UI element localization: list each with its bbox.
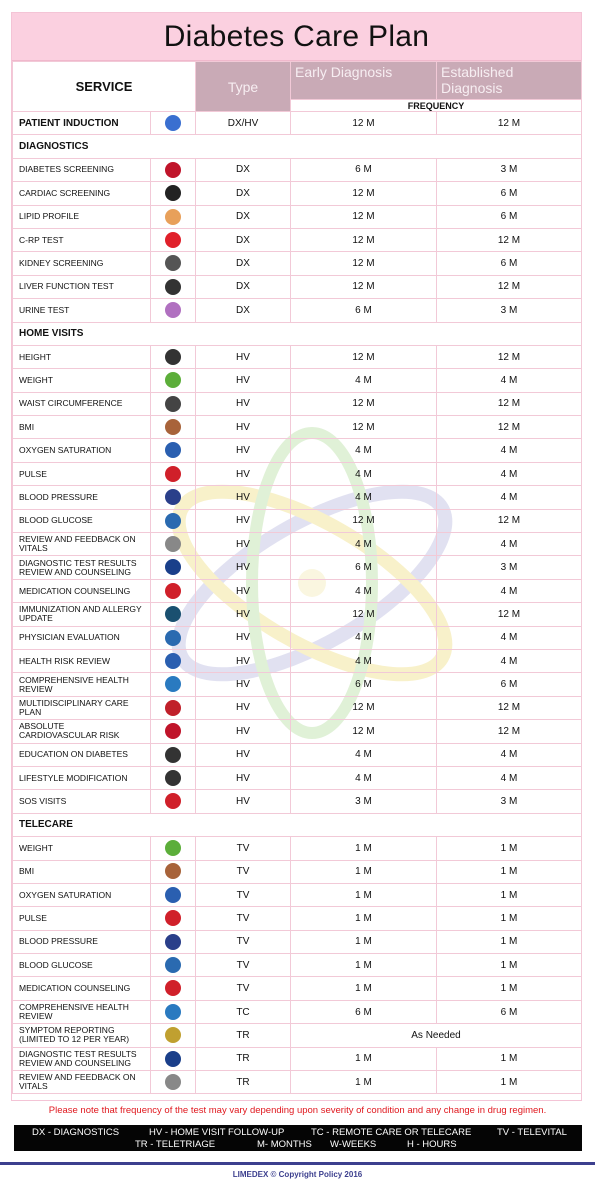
service-icon-cell [151, 439, 196, 462]
page-title: Diabetes Care Plan [12, 13, 581, 61]
bp-gauge-icon [165, 934, 181, 950]
service-name: WAIST CIRCUMFERENCE [13, 392, 151, 415]
service-name: SYMPTOM REPORTING (LIMITED TO 12 PER YEAR) [13, 1024, 151, 1047]
service-icon-cell [151, 649, 196, 672]
section-row [13, 135, 582, 158]
frequency-early: 4 M [291, 649, 437, 672]
service-icon-cell [151, 509, 196, 532]
syringe-icon [165, 606, 181, 622]
table-row [13, 673, 582, 696]
clipboard-icon [165, 630, 181, 646]
header-established-diagnosis: Established Diagnosis [437, 62, 582, 100]
service-type: TV [196, 907, 291, 930]
waist-icon [165, 396, 181, 412]
service-name: DIABETES SCREENING [13, 158, 151, 181]
frequency-established: 12 M [437, 112, 582, 135]
legend-w: W-WEEKS [330, 1139, 377, 1150]
frequency-early: 1 M [291, 977, 437, 1000]
frequency-established: 4 M [437, 439, 582, 462]
service-icon-cell [151, 766, 196, 789]
bp-gauge-icon [165, 489, 181, 505]
service-name: EDUCATION ON DIABETES [13, 743, 151, 766]
frequency-established: 4 M [437, 579, 582, 602]
service-icon-cell [151, 860, 196, 883]
service-icon-cell [151, 579, 196, 602]
table-row [13, 649, 582, 672]
frequency-early: 4 M [291, 533, 437, 556]
height-icon [165, 349, 181, 365]
frequency-established: 1 M [437, 883, 582, 906]
frequency-established: 4 M [437, 743, 582, 766]
frequency-early: 4 M [291, 462, 437, 485]
service-name: BLOOD PRESSURE [13, 486, 151, 509]
oxygen-icon [165, 887, 181, 903]
frequency-early: 3 M [291, 790, 437, 813]
header-frequency: FREQUENCY [291, 100, 582, 112]
table-row [13, 837, 582, 860]
service-type: HV [196, 790, 291, 813]
feedback-icon [165, 536, 181, 552]
teacher-icon [165, 747, 181, 763]
service-type: HV [196, 416, 291, 439]
frequency-established: 6 M [437, 205, 582, 228]
table-row [13, 533, 582, 556]
service-name: HEIGHT [13, 345, 151, 368]
report-icon [165, 1004, 181, 1020]
table-row [13, 1071, 582, 1094]
service-name: BMI [13, 416, 151, 439]
table-row [13, 112, 582, 135]
table-row [13, 1047, 582, 1070]
service-icon-cell [151, 275, 196, 298]
table-row [13, 743, 582, 766]
service-name: MEDICATION COUNSELING [13, 579, 151, 602]
service-icon-cell [151, 1024, 196, 1047]
service-type: TV [196, 977, 291, 1000]
service-icon-cell [151, 720, 196, 743]
table-row [13, 626, 582, 649]
service-name: KIDNEY SCREENING [13, 252, 151, 275]
service-type: TR [196, 1047, 291, 1070]
frequency-early: 4 M [291, 579, 437, 602]
service-type: HV [196, 579, 291, 602]
service-type: HV [196, 369, 291, 392]
table-row [13, 182, 582, 205]
frequency-early: 1 M [291, 860, 437, 883]
service-name: REVIEW AND FEEDBACK ON VITALS [13, 533, 151, 556]
service-icon-cell [151, 462, 196, 485]
service-type: DX [196, 275, 291, 298]
frequency-established: 1 M [437, 1047, 582, 1070]
service-name: LIPID PROFILE [13, 205, 151, 228]
frequency-early: 6 M [291, 673, 437, 696]
frequency-early: 1 M [291, 837, 437, 860]
feedback-icon [165, 1074, 181, 1090]
service-icon-cell [151, 626, 196, 649]
section-row [13, 813, 582, 836]
service-type: HV [196, 439, 291, 462]
frequency-early: 4 M [291, 369, 437, 392]
frequency-early: 6 M [291, 158, 437, 181]
frequency-established: 12 M [437, 345, 582, 368]
table-row [13, 1000, 582, 1023]
frequency-early: 6 M [291, 556, 437, 579]
frequency-early: 12 M [291, 720, 437, 743]
service-icon-cell [151, 837, 196, 860]
frequency-established: 4 M [437, 649, 582, 672]
service-type: HV [196, 509, 291, 532]
artery-icon [165, 209, 181, 225]
frequency-early: 12 M [291, 182, 437, 205]
frequency-established: 4 M [437, 486, 582, 509]
table-row [13, 696, 582, 719]
liver-icon [165, 279, 181, 295]
table-row [13, 977, 582, 1000]
service-name: LIVER FUNCTION TEST [13, 275, 151, 298]
service-icon-cell [151, 205, 196, 228]
service-type: HV [196, 720, 291, 743]
doctor-icon [165, 115, 181, 131]
service-name: OXYGEN SATURATION [13, 439, 151, 462]
pill-icon [165, 583, 181, 599]
service-icon-cell [151, 977, 196, 1000]
frequency-established: 1 M [437, 930, 582, 953]
service-icon-cell [151, 743, 196, 766]
table-row [13, 486, 582, 509]
service-name: COMPREHENSIVE HEALTH REVIEW [13, 1000, 151, 1023]
legend-h: H - HOURS [407, 1139, 457, 1150]
service-icon-cell [151, 182, 196, 205]
frequency-early: 12 M [291, 205, 437, 228]
kidney-icon [165, 255, 181, 271]
service-type: DX/HV [196, 112, 291, 135]
frequency-established: 12 M [437, 416, 582, 439]
frequency-established: 12 M [437, 392, 582, 415]
service-name: REVIEW AND FEEDBACK ON VITALS [13, 1071, 151, 1094]
table-row [13, 766, 582, 789]
service-name: BLOOD GLUCOSE [13, 509, 151, 532]
frequency-established: 3 M [437, 158, 582, 181]
frequency-early: 6 M [291, 1000, 437, 1023]
legend-dx: DX - DIAGNOSTICS [32, 1127, 120, 1138]
frequency-early: 12 M [291, 112, 437, 135]
frequency-established: 6 M [437, 252, 582, 275]
service-icon-cell [151, 533, 196, 556]
service-type: TV [196, 954, 291, 977]
service-name: IMMUNIZATION AND ALLERGY UPDATE [13, 603, 151, 626]
service-icon-cell [151, 252, 196, 275]
frequency-early: 4 M [291, 626, 437, 649]
frequency-established: 1 M [437, 837, 582, 860]
frequency-established: 1 M [437, 860, 582, 883]
service-type: TV [196, 837, 291, 860]
table-row [13, 205, 582, 228]
microscope-icon [165, 1051, 181, 1067]
frequency-established: 12 M [437, 275, 582, 298]
blood-drop-icon [165, 162, 181, 178]
service-icon-cell [151, 228, 196, 251]
service-icon-cell [151, 930, 196, 953]
service-name: URINE TEST [13, 299, 151, 322]
table-row [13, 883, 582, 906]
checklist-icon [165, 700, 181, 716]
care-plan-frame [11, 12, 582, 1101]
service-name: ABSOLUTE CARDIOVASCULAR RISK [13, 720, 151, 743]
frequency-early: 6 M [291, 299, 437, 322]
service-type: TR [196, 1024, 291, 1047]
service-name: DIAGNOSTIC TEST RESULTS REVIEW AND COUNSELING [13, 1047, 151, 1070]
service-type: TV [196, 860, 291, 883]
service-type: DX [196, 205, 291, 228]
service-type: HV [196, 649, 291, 672]
service-icon-cell [151, 883, 196, 906]
frequency-established: 4 M [437, 626, 582, 649]
frequency-established: 1 M [437, 954, 582, 977]
section-heading: TELECARE [13, 813, 582, 836]
legend-hv: HV - HOME VISIT FOLLOW-UP [149, 1127, 285, 1138]
service-name: PHYSICIAN EVALUATION [13, 626, 151, 649]
bmi-icon [165, 863, 181, 879]
table-row [13, 275, 582, 298]
table-row [13, 509, 582, 532]
table-row [13, 720, 582, 743]
frequency-established: 4 M [437, 369, 582, 392]
frequency-established: 3 M [437, 556, 582, 579]
scale-icon [165, 840, 181, 856]
service-type: HV [196, 462, 291, 485]
frequency-established: 1 M [437, 1071, 582, 1094]
service-name: MEDICATION COUNSELING [13, 977, 151, 1000]
frequency-merged: As Needed [291, 1024, 582, 1047]
frequency-early: 12 M [291, 228, 437, 251]
glucose-meter-icon [165, 513, 181, 529]
frequency-early: 1 M [291, 1071, 437, 1094]
pill-icon [165, 980, 181, 996]
heart-pulse-icon [165, 910, 181, 926]
table-row [13, 1024, 582, 1047]
service-icon-cell [151, 954, 196, 977]
frequency-early: 12 M [291, 345, 437, 368]
table-row [13, 392, 582, 415]
service-icon-cell [151, 603, 196, 626]
service-icon-cell [151, 345, 196, 368]
frequency-note: Please note that frequency of the test may vary depending upon severity of condition and any change in drug regimen. [48, 1105, 547, 1116]
frequency-established: 3 M [437, 299, 582, 322]
frequency-established: 12 M [437, 228, 582, 251]
service-icon-cell [151, 112, 196, 135]
service-name: PULSE [13, 462, 151, 485]
service-name: HEALTH RISK REVIEW [13, 649, 151, 672]
service-type: HV [196, 626, 291, 649]
service-icon-cell [151, 1071, 196, 1094]
service-type: TR [196, 1071, 291, 1094]
table-row [13, 930, 582, 953]
service-type: DX [196, 299, 291, 322]
frequency-early: 12 M [291, 603, 437, 626]
service-type: DX [196, 228, 291, 251]
warning-icon [165, 653, 181, 669]
service-name: BLOOD PRESSURE [13, 930, 151, 953]
frequency-established: 4 M [437, 462, 582, 485]
microscope-icon [165, 559, 181, 575]
service-name: LIFESTYLE MODIFICATION [13, 766, 151, 789]
service-name: BMI [13, 860, 151, 883]
table-row [13, 579, 582, 602]
care-plan-table [12, 61, 582, 1094]
service-icon-cell [151, 369, 196, 392]
plus-drop-icon [165, 232, 181, 248]
frequency-established: 12 M [437, 720, 582, 743]
table-row [13, 369, 582, 392]
magnifier-icon [165, 770, 181, 786]
frequency-early: 4 M [291, 766, 437, 789]
service-type: HV [196, 766, 291, 789]
frequency-early: 12 M [291, 392, 437, 415]
table-row [13, 462, 582, 485]
service-name: OXYGEN SATURATION [13, 883, 151, 906]
table-row [13, 252, 582, 275]
frequency-established: 6 M [437, 182, 582, 205]
service-name: PATIENT INDUCTION [13, 112, 151, 135]
service-type: HV [196, 696, 291, 719]
frequency-early: 12 M [291, 252, 437, 275]
service-icon-cell [151, 1047, 196, 1070]
frequency-established: 6 M [437, 1000, 582, 1023]
table-row [13, 860, 582, 883]
service-name: WEIGHT [13, 837, 151, 860]
urine-icon [165, 302, 181, 318]
frequency-early: 4 M [291, 439, 437, 462]
table-row [13, 556, 582, 579]
table-row [13, 907, 582, 930]
legend-m: M- MONTHS [257, 1139, 312, 1150]
service-type: HV [196, 556, 291, 579]
service-type: HV [196, 392, 291, 415]
service-icon-cell [151, 673, 196, 696]
legend-tr: TR - TELETRIAGE [135, 1139, 216, 1150]
frequency-early: 12 M [291, 696, 437, 719]
service-name: WEIGHT [13, 369, 151, 392]
section-row [13, 322, 582, 345]
frequency-established: 4 M [437, 533, 582, 556]
frequency-early: 1 M [291, 1047, 437, 1070]
service-icon-cell [151, 790, 196, 813]
service-name: C-RP TEST [13, 228, 151, 251]
legend-tv: TV - TELEVITAL [497, 1127, 567, 1138]
frequency-established: 12 M [437, 509, 582, 532]
service-name: MULTIDISCIPLINARY CARE PLAN [13, 696, 151, 719]
frequency-established: 1 M [437, 907, 582, 930]
frequency-early: 4 M [291, 743, 437, 766]
legend-tc: TC - REMOTE CARE OR TELECARE [311, 1127, 472, 1138]
frequency-early: 12 M [291, 275, 437, 298]
scale-icon [165, 372, 181, 388]
table-row [13, 439, 582, 462]
service-icon-cell [151, 696, 196, 719]
service-type: TV [196, 930, 291, 953]
frequency-established: 12 M [437, 696, 582, 719]
frequency-early: 4 M [291, 486, 437, 509]
header-type: Type [196, 62, 291, 112]
service-type: HV [196, 743, 291, 766]
copyright-footer: LIMEDEX © Copyright Policy 2016 [232, 1170, 363, 1179]
symptom-icon [165, 1027, 181, 1043]
table-row [13, 345, 582, 368]
service-icon-cell [151, 392, 196, 415]
service-name: DIAGNOSTIC TEST RESULTS REVIEW AND COUNSELING [13, 556, 151, 579]
ecg-monitor-icon [165, 185, 181, 201]
service-icon-cell [151, 299, 196, 322]
service-type: HV [196, 486, 291, 509]
section-heading: HOME VISITS [13, 322, 582, 345]
footer-divider [0, 1162, 595, 1165]
service-name: COMPREHENSIVE HEALTH REVIEW [13, 673, 151, 696]
first-aid-icon [165, 793, 181, 809]
header-service: SERVICE [13, 62, 196, 112]
heart-icon [165, 723, 181, 739]
service-type: DX [196, 252, 291, 275]
frequency-early: 1 M [291, 883, 437, 906]
section-heading: DIAGNOSTICS [13, 135, 582, 158]
legend-bar [14, 1125, 582, 1151]
service-type: DX [196, 182, 291, 205]
service-type: DX [196, 158, 291, 181]
oxygen-icon [165, 442, 181, 458]
service-type: TC [196, 1000, 291, 1023]
glucose-meter-icon [165, 957, 181, 973]
service-name: BLOOD GLUCOSE [13, 954, 151, 977]
table-row [13, 954, 582, 977]
header-early-diagnosis: Early Diagnosis [291, 62, 437, 100]
table-row [13, 790, 582, 813]
frequency-early: 12 M [291, 509, 437, 532]
service-type: HV [196, 603, 291, 626]
frequency-early: 12 M [291, 416, 437, 439]
service-icon-cell [151, 158, 196, 181]
service-icon-cell [151, 907, 196, 930]
service-name: CARDIAC SCREENING [13, 182, 151, 205]
table-row [13, 158, 582, 181]
service-type: HV [196, 345, 291, 368]
frequency-early: 1 M [291, 930, 437, 953]
frequency-established: 1 M [437, 977, 582, 1000]
service-name: PULSE [13, 907, 151, 930]
frequency-established: 3 M [437, 790, 582, 813]
table-row [13, 416, 582, 439]
frequency-established: 12 M [437, 603, 582, 626]
heart-pulse-icon [165, 466, 181, 482]
service-type: TV [196, 883, 291, 906]
table-row [13, 603, 582, 626]
service-icon-cell [151, 486, 196, 509]
frequency-established: 6 M [437, 673, 582, 696]
frequency-early: 1 M [291, 907, 437, 930]
bmi-icon [165, 419, 181, 435]
service-name: SOS VISITS [13, 790, 151, 813]
table-row [13, 299, 582, 322]
service-icon-cell [151, 556, 196, 579]
service-icon-cell [151, 1000, 196, 1023]
service-icon-cell [151, 416, 196, 439]
service-type: HV [196, 533, 291, 556]
frequency-early: 1 M [291, 954, 437, 977]
frequency-established: 4 M [437, 766, 582, 789]
service-type: HV [196, 673, 291, 696]
table-row [13, 228, 582, 251]
report-icon [165, 676, 181, 692]
